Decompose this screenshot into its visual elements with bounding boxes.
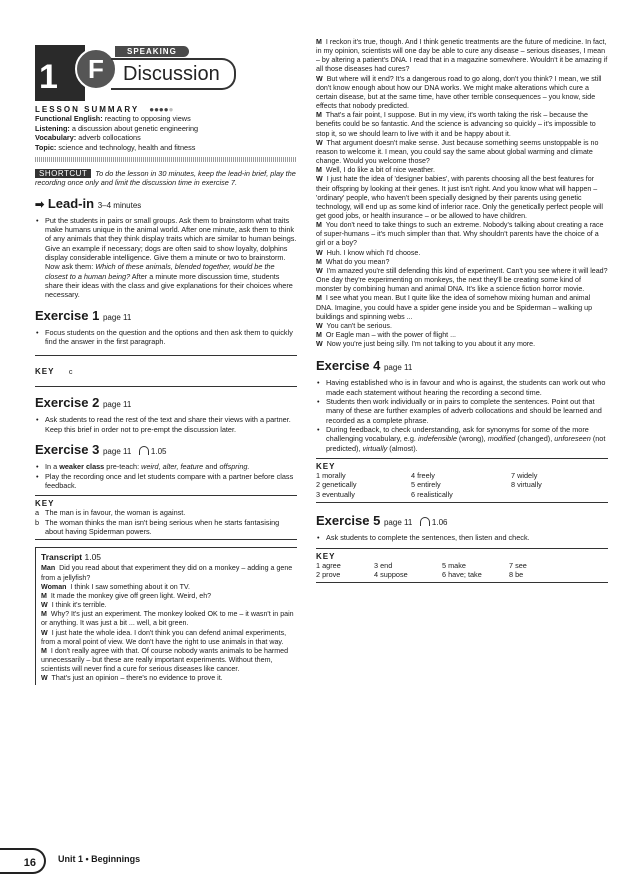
lesson-summary-heading: LESSON SUMMARY ●●●●● [35,105,174,114]
list-item: • Students then work individually or in pairs to complete the sentences. Point out that many of these are further examples of adverb collocations and should be learned and recorded as a complete phrase. [316,397,608,425]
transcript-line: M Why? It's just an experiment. The monkey looked OK to me – it wasn't in pain or anything. It was just a bit ... well, a bit green. [41,610,294,628]
page-footer [0,842,638,872]
transcript-line: W Huh. I know which I'd choose. [316,248,421,257]
difficulty-dots: ●●●●● [149,105,174,114]
key-answer: 4 freely [411,471,435,481]
transcript-continued [316,38,608,349]
exercise-1-key: KEY c [35,355,297,387]
transcript-line: W You can't be serious. [316,321,392,330]
transcript-line: Woman I think I saw something about it on TV. [41,582,190,591]
footer-unit-label: Unit 1 • Beginnings [58,854,141,864]
divider [35,157,297,162]
list-item: • Focus students on the question and the options and then ask them to quickly find the answer in the first paragraph. [35,328,297,347]
list-item: • Having established who is in favour and who is against, the students can work out who made each statement without hearing the recording a second time. [316,378,608,397]
key-answer: 6 realistically [411,489,453,499]
headphones-icon [420,517,430,526]
key-answer: 1 morally [316,471,346,481]
key-answer: 2 genetically [316,480,357,490]
list-item: • Ask students to read the rest of the text and share their views with a partner. Keep this brief in order not to pre-empt the discussion later. [35,415,297,434]
key-answer: 2 prove [316,570,341,580]
key-answer: a The man is in favour, the woman is against. [35,508,186,518]
transcript-line: M You don't need to take things to such an extreme. Nobody's talking about creating a race of super-humans – it's much simpler than that. Why shouldn't parents have the choice of a girl or a boy? [316,221,604,248]
exercise-3-title: Exercise 3 page 11 1.05 [35,442,167,458]
exercise-3-bullets [35,462,297,490]
arrow-icon: ➡ [35,198,45,211]
exercise-1-bullets [35,328,297,347]
transcript-line: M I don't really agree with that. Of course nobody wants animals to be harmed unnecessarily – but these are really important experiments. Without them, scientists will never find a cure for serious diseases like cancer. [41,646,289,674]
list-item: • Ask students to complete the sentences, then listen and check. [316,533,608,542]
key-answer: 7 widely [511,471,538,481]
transcript-box [35,547,297,685]
list-item: • Play the recording once and let students compare with a partner before class feedback. [35,472,297,491]
key-answer: 1 agree [316,560,341,570]
summary-listening: Listening: a discussion about genetic engineering [35,123,199,133]
transcript-line: M Well, I do like a bit of nice weather. [316,166,435,175]
key-answer: 5 make [442,560,466,570]
exercise-3-key: KEY a The man is in favour, the woman is against. b The woman thinks the man isn't being serious when he starts fantasising about having Spiderman powers. [35,495,297,540]
transcript-line: M Or Eagle man – with the power of flight ... [316,331,457,339]
shortcut-note: SHORTCUT To do the lesson in 30 minutes, keep the lead-in brief, play the recording once only and limit the discussion time in exercise 7. [35,169,296,188]
exercise-2-title: Exercise 2 page 11 [35,395,132,411]
transcript-line: W Now you're just being silly. I'm not talking to you about it any more. [316,340,536,349]
key-answer: 7 see [509,560,527,570]
exercise-4-title: Exercise 4 page 11 [316,358,413,374]
exercise-2-bullets [35,415,297,434]
transcript-line: W That argument doesn't make sense. Just because something seems unstoppable is no reason to welcome it. I mean, you could say the same about global warming and climate change. Would you welcome those? [316,138,599,166]
list-item: • In a weaker class pre-teach: weird, alter, feature and offspring. [35,462,297,471]
list-item: • Put the students in pairs or small groups. Ask them to brainstorm what traits make humans unique in the animal world. After one minute, ask them to think of any animals that they think display traits which are similar to human beings. Give an example if necessary; dogs are often said to show loyalty, dolphins display considerable intelligence. Give them a minute or two to brainstorm. Now ask them: Which of these animals, blended together, would be the closest to a human being? After a minute more discussion time, students share their ideas with the class and give explanations for their choices where necessary. [35,216,297,300]
transcript-line: M What do you mean? [316,257,390,266]
summary-topic: Topic: science and technology, health and fitness [35,142,196,152]
key-answer: 4 suppose [374,570,408,580]
transcript-line: W I think it's terrible. [41,601,107,610]
exercise-1-title: Exercise 1 page 11 [35,307,132,323]
exercise-5-key: KEY 1 agree 3 end 5 make 7 see 2 prove 4 suppose 6 have; take 8 be [316,548,608,584]
transcript-line: Man Did you read about that experiment they did on a monkey – adding a gene from a jellyfish? [41,564,293,582]
lesson-title: Discussion [111,58,236,90]
shortcut-tag: SHORTCUT [35,169,91,178]
page-number: 16 [0,848,46,874]
transcript-line: W I'm amazed you're still defending this kind of experiment. Can't you see where it will lead? One day they're experimenting on monkeys, the next they'll be creating some kind of monster by combining human and animal DNA. It's like a science fiction horror movie. [316,266,608,294]
summary-vocabulary: Vocabulary: adverb collocations [35,133,141,142]
transcript-line: M I reckon it's true, though. And I think genetic treatments are the future of medicine. In fact, in my opinion, scientists will one day be able to cure any disease – serious diseases, I mean – by altering a patient's DNA. I read that in a magazine somewhere. Wouldn't it be amazing if all those diseases had cures? [316,38,608,74]
key-answer: 6 have; take [442,570,482,580]
key-answer: 3 eventually [316,489,355,499]
transcript-line: M I see what you mean. But I quite like the idea of somehow mixing human and animal DNA. Imagine, you could have a spider gene inside you and be Spiderman – walking up buildings and spinning webs ... [316,294,593,321]
headphones-icon [139,446,149,455]
section-tag: SPEAKING [115,46,189,57]
key-answer: 8 virtually [511,480,542,490]
key-grid [316,471,608,499]
exercise-5-bullets [316,533,608,542]
key-answer: 3 end [374,560,393,570]
lead-in-title: ➡ Lead-in 3–4 minutes [35,195,142,211]
key-answer: b The woman thinks the man isn't being serious when he starts fantasising about having Spiderman powers. [35,517,280,536]
exercise-4-key: KEY 1 morally 4 freely 7 widely 2 genetically 5 entirely 8 virtually 3 eventually 6 realistically [316,458,608,503]
list-item: • During feedback, to check understanding, ask for synonyms for some of the more challenging vocabulary, e.g. indefensible (wrong), modified (changed), unforeseen (not predicted), virtually (almost). [316,425,608,453]
transcript-line: W But where will it end? It's a dangerous road to go along, don't you think? I mean, we still don't know enough about how our DNA works. We might make alterations which cure a certain disease, but at the same time, have other terrible consequences – you know, side effects that nobody predicted. [316,74,602,111]
transcript-title: Transcript 1.05 [41,552,102,563]
transcript-line: W That's just an opinion – there's no evidence to prove it. [41,674,223,683]
transcript-line: M That's a fair point, I suppose. But in my view, it's worth taking the risk – because the benefits could be so fantastic. And the science is advancing so quickly – it's impossible to stop it, so we should learn to live with it and be happy about it. [316,111,596,138]
lesson-header [35,30,297,96]
exercise-4-bullets [316,378,608,453]
key-answer: 8 be [509,570,524,580]
transcript-line: W I just hate the whole idea. I don't think you can defend animal experiments, from a moral point of view. We don't have the right to use animals in that way. [41,628,287,646]
lesson-letter-badge: F [75,48,117,90]
exercise-5-title: Exercise 5 page 11 1.06 [316,513,448,529]
lead-in-bullets [35,216,297,300]
key-grid [316,561,608,580]
unit-number: 1 [39,58,58,96]
transcript-line: W I just hate the idea of 'designer babies', with parents choosing all the best features for their offspring by looking at their genes. It just isn't right. And you know what will happen – 'ordinary' people, who haven't been specially designed by their parents using genetic technology, will end up as some kind of inferior race. Only the genetically perfect people will get good jobs, or health insurance – or be allowed to have children. [316,175,603,220]
key-answer: c [68,367,73,377]
transcript-line: M It made the monkey give off green light. Weird, eh? [41,591,212,600]
left-column [35,30,297,685]
right-column [316,38,608,583]
key-answer: 5 entirely [411,480,441,490]
summary-functional: Functional English: reacting to opposing views [35,114,191,123]
key-answer [511,490,591,499]
